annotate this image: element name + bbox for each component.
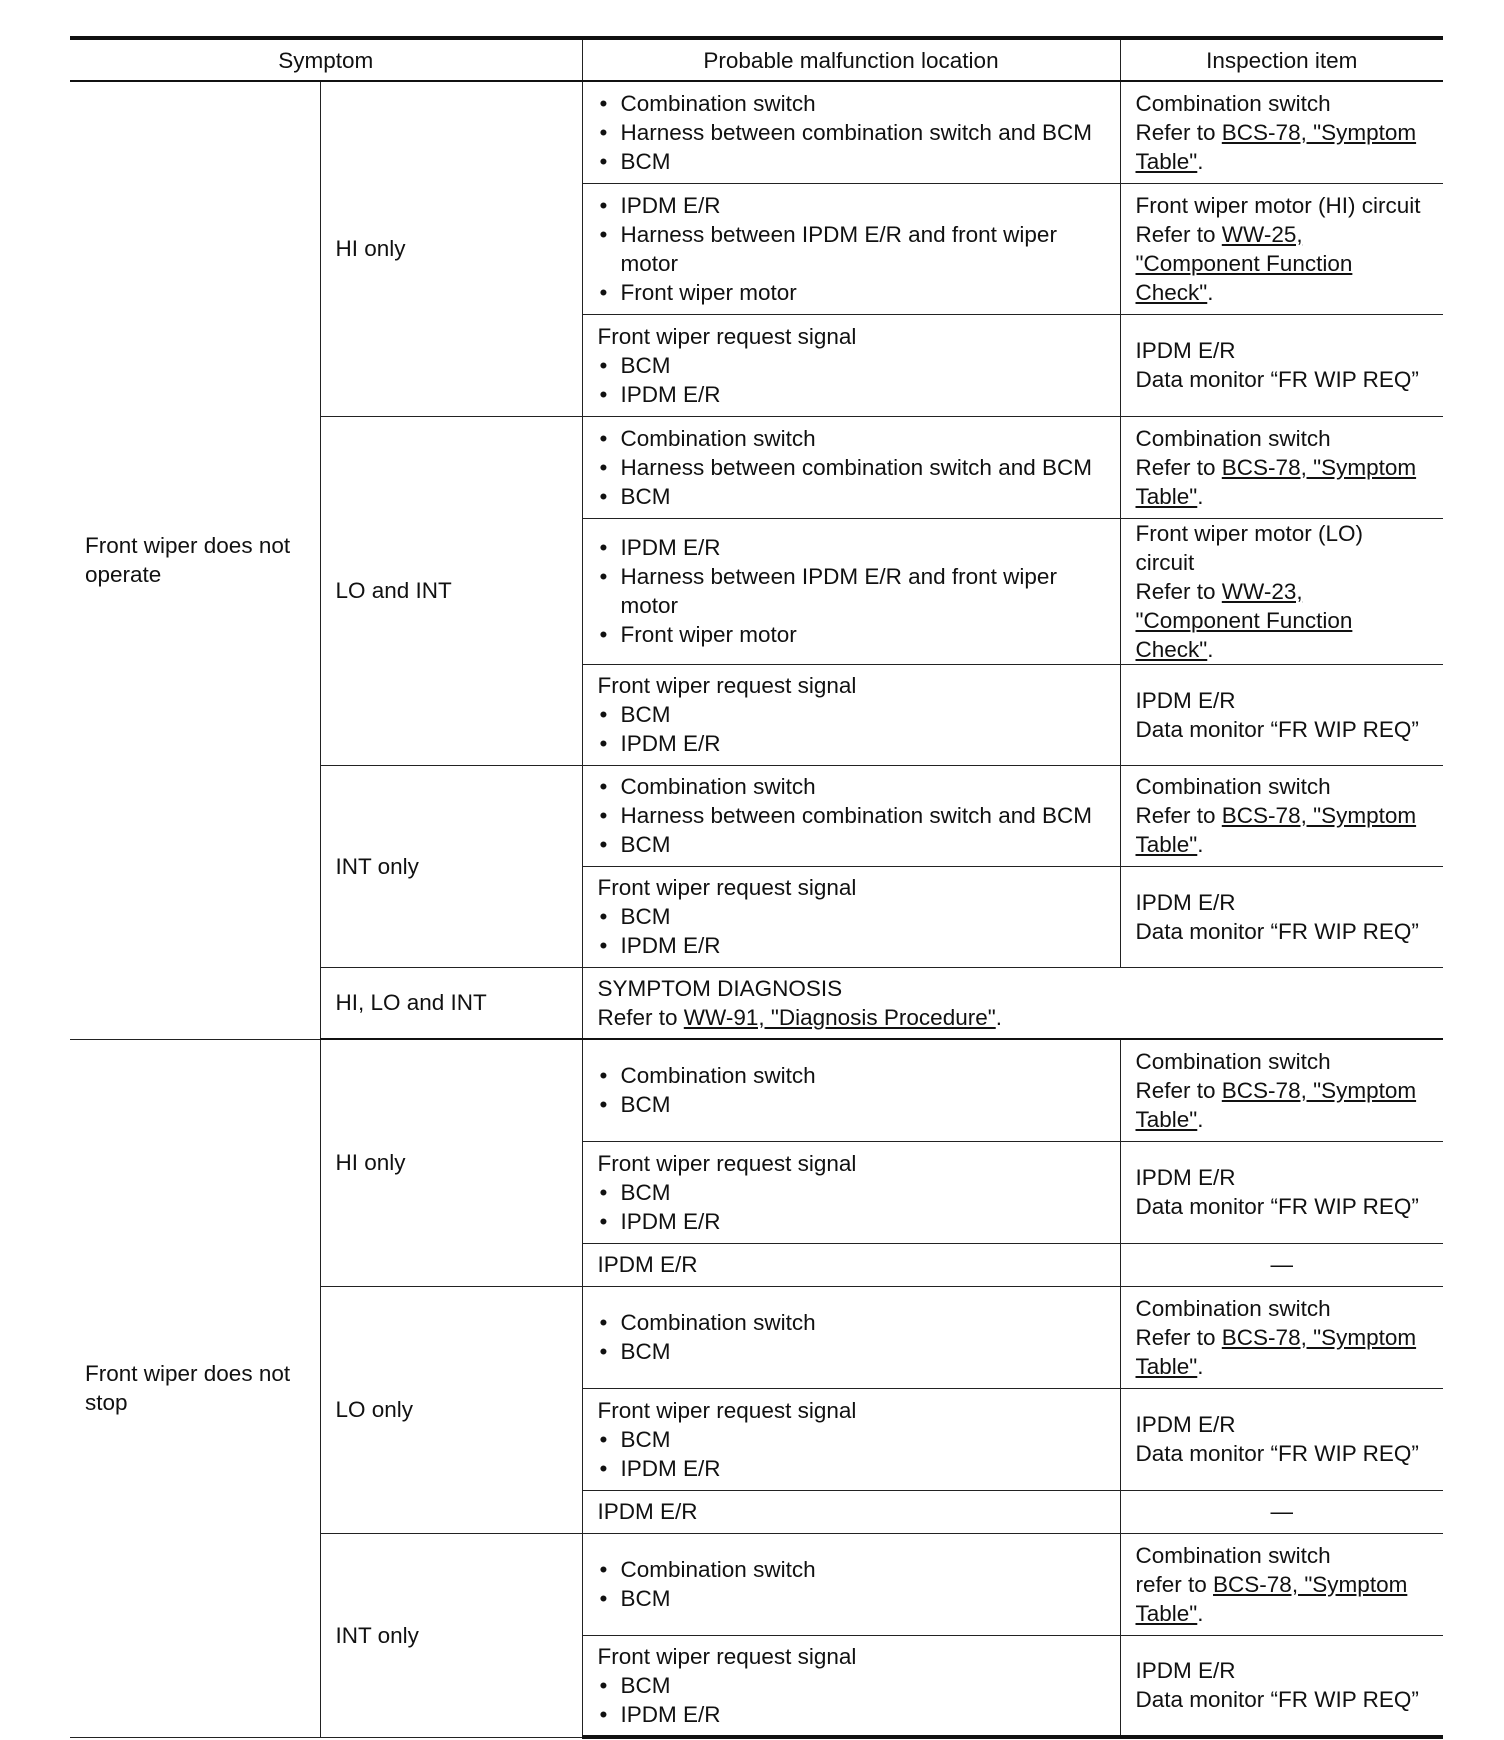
inspection-cell: — [1120, 1490, 1443, 1533]
diagnosis-cell [582, 967, 1443, 1039]
reference-link[interactable]: BCS-78, "Symptom Table" [1135, 119, 1417, 174]
list-item: • Combination switch [598, 89, 1105, 118]
location-cell [582, 1533, 1120, 1635]
list-item: • BCM [598, 1671, 1105, 1700]
list-item: • IPDM E/R [598, 191, 1105, 220]
list-item: • BCM [598, 482, 1105, 511]
list-item: • BCM [598, 351, 1105, 380]
inspection-cell [1120, 81, 1443, 183]
symptom-cell: Front wiper does not operate [70, 81, 320, 1039]
table-row [70, 81, 1443, 183]
list-item: • IPDM E/R [598, 380, 1105, 409]
refer-text: Refer to [1135, 119, 1222, 145]
inspection-title: Combination switch [1135, 774, 1331, 799]
group-not-stop [70, 1039, 1443, 1737]
list-item: • Harness between combination switch and BCM [598, 453, 1105, 482]
refer-text: Refer to [1135, 1077, 1222, 1103]
inspection-title: Combination switch [1135, 425, 1331, 451]
refer-text: refer to [1135, 1571, 1214, 1597]
location-cell [582, 183, 1120, 314]
location-cell [582, 81, 1120, 183]
location-cell [582, 314, 1120, 416]
inspection-cell [1120, 183, 1443, 314]
inspection-title: IPDM E/R [1135, 889, 1236, 915]
header-row [70, 38, 1443, 81]
period: . [1197, 148, 1204, 174]
inspection-detail: Data monitor “FR WIP REQ” [1135, 716, 1419, 742]
list-item: • IPDM E/R [598, 1207, 1105, 1236]
reference-link[interactable]: WW-23, "Component Function Check" [1135, 578, 1353, 662]
inspection-title: IPDM E/R [1135, 1412, 1236, 1437]
inspection-cell [1120, 866, 1443, 967]
header-symptom: Symptom [70, 38, 582, 81]
location-cell [582, 1635, 1120, 1737]
period: . [1197, 1353, 1204, 1379]
list-item: • Front wiper motor [598, 620, 1105, 649]
location-title: Front wiper request signal [597, 1643, 857, 1669]
refer-text: Refer to [1135, 221, 1222, 247]
inspection-title: IPDM E/R [1135, 1165, 1236, 1190]
list-item: • Harness between combination switch and BCM [598, 801, 1105, 830]
location-title: Front wiper request signal [597, 323, 857, 349]
list-item: • BCM [598, 1337, 1105, 1366]
location-cell [582, 1039, 1120, 1141]
location-cell [582, 1286, 1120, 1388]
list-item: • Front wiper motor [598, 278, 1105, 307]
list-item: • BCM [598, 1425, 1105, 1454]
period: . [1197, 483, 1204, 509]
list-item: • BCM [598, 700, 1105, 729]
list-item: • IPDM E/R [598, 1700, 1105, 1729]
location-cell [582, 866, 1120, 967]
inspection-cell [1120, 1286, 1443, 1388]
inspection-cell [1120, 765, 1443, 866]
refer-text: Refer to [1135, 803, 1222, 828]
refer-text: Refer to [597, 1004, 684, 1030]
list-item: • IPDM E/R [598, 729, 1105, 758]
refer-text: Refer to [1135, 454, 1222, 480]
list-item: • BCM [598, 830, 1105, 859]
inspection-cell [1120, 1141, 1443, 1243]
inspection-detail: Data monitor “FR WIP REQ” [1135, 1687, 1419, 1713]
inspection-title: Combination switch [1135, 1295, 1331, 1321]
sub-symptom-cell: LO only [320, 1286, 582, 1533]
list-item: • BCM [598, 1090, 1105, 1119]
header-inspection: Inspection item [1120, 38, 1443, 81]
refer-text: Refer to [1135, 578, 1222, 604]
inspection-cell [1120, 664, 1443, 765]
location-cell [582, 518, 1120, 664]
location-title: Front wiper request signal [597, 1397, 857, 1423]
period: . [1197, 1600, 1204, 1626]
sub-symptom-cell: HI only [320, 81, 582, 416]
inspection-cell [1120, 1635, 1443, 1737]
list-item: • Combination switch [598, 772, 1105, 801]
period: . [1197, 1106, 1204, 1132]
sub-symptom-cell: HI, LO and INT [320, 967, 582, 1039]
diagnosis-title: SYMPTOM DIAGNOSIS [597, 975, 843, 1001]
inspection-cell [1120, 1388, 1443, 1490]
location-cell [582, 1388, 1120, 1490]
period: . [1197, 832, 1204, 857]
inspection-cell [1120, 1533, 1443, 1635]
reference-link[interactable]: WW-25, "Component Function Check" [1135, 221, 1353, 305]
sub-symptom-cell: INT only [320, 765, 582, 967]
list-item: • IPDM E/R [598, 931, 1105, 960]
list-item: • IPDM E/R [598, 533, 1105, 562]
symptom-cell: Front wiper does not stop [70, 1039, 320, 1737]
list-item: • Harness between IPDM E/R and front wiper motor [598, 220, 1105, 278]
inspection-title: Front wiper motor (LO) circuit [1135, 520, 1364, 575]
list-item: • Harness between combination switch and BCM [598, 118, 1105, 147]
group-not-operate [70, 81, 1443, 1039]
list-item: • BCM [598, 147, 1105, 176]
inspection-cell [1120, 1039, 1443, 1141]
sub-symptom-cell: HI only [320, 1039, 582, 1286]
inspection-detail: Data monitor “FR WIP REQ” [1135, 918, 1419, 944]
sub-symptom-cell: INT only [320, 1533, 582, 1737]
symptom-table [70, 36, 1443, 1739]
list-item: • Combination switch [598, 1061, 1105, 1090]
location-cell: IPDM E/R [582, 1490, 1120, 1533]
list-item: • BCM [598, 1178, 1105, 1207]
location-cell [582, 664, 1120, 765]
list-item: • IPDM E/R [598, 1454, 1105, 1483]
location-cell: IPDM E/R [582, 1243, 1120, 1286]
refer-text: Refer to [1135, 1324, 1222, 1350]
inspection-cell [1120, 314, 1443, 416]
reference-link[interactable]: BCS-78, "Symptom Table" [1135, 1571, 1408, 1626]
sub-symptom-cell: LO and INT [320, 416, 582, 765]
inspection-title: Combination switch [1135, 90, 1331, 116]
inspection-title: Front wiper motor (HI) circuit [1135, 192, 1421, 218]
period: . [1207, 279, 1214, 305]
location-cell [582, 765, 1120, 866]
inspection-detail: Data monitor “FR WIP REQ” [1135, 1441, 1419, 1466]
inspection-cell [1120, 416, 1443, 518]
location-cell [582, 416, 1120, 518]
list-item: • Combination switch [598, 1555, 1105, 1584]
inspection-title: Combination switch [1135, 1048, 1331, 1074]
reference-link[interactable]: WW-91, "Diagnosis Procedure" [683, 1004, 996, 1030]
inspection-cell [1120, 518, 1443, 664]
location-cell [582, 1141, 1120, 1243]
reference-link[interactable]: BCS-78, "Symptom Table" [1135, 1324, 1417, 1379]
reference-link[interactable]: BCS-78, "Symptom Table" [1135, 803, 1417, 857]
inspection-title: IPDM E/R [1135, 687, 1236, 713]
reference-link[interactable]: BCS-78, "Symptom Table" [1135, 1077, 1417, 1132]
location-title: Front wiper request signal [597, 1150, 857, 1176]
period: . [1207, 636, 1214, 662]
inspection-detail: Data monitor “FR WIP REQ” [1135, 367, 1419, 392]
location-title: Front wiper request signal [597, 875, 857, 900]
inspection-cell: — [1120, 1243, 1443, 1286]
list-item: • Combination switch [598, 1308, 1105, 1337]
reference-link[interactable]: BCS-78, "Symptom Table" [1135, 454, 1417, 509]
location-title: Front wiper request signal [597, 673, 857, 698]
inspection-title: IPDM E/R [1135, 1658, 1236, 1684]
table-row [70, 1039, 1443, 1141]
inspection-detail: Data monitor “FR WIP REQ” [1135, 1194, 1419, 1219]
inspection-title: IPDM E/R [1135, 338, 1236, 363]
period: . [995, 1004, 1002, 1030]
header-location: Probable malfunction location [582, 38, 1120, 81]
list-item: • BCM [598, 902, 1105, 931]
list-item: • Harness between IPDM E/R and front wiper motor [598, 562, 1105, 620]
list-item: • Combination switch [598, 424, 1105, 453]
list-item: • BCM [598, 1584, 1105, 1613]
inspection-title: Combination switch [1135, 1542, 1331, 1568]
